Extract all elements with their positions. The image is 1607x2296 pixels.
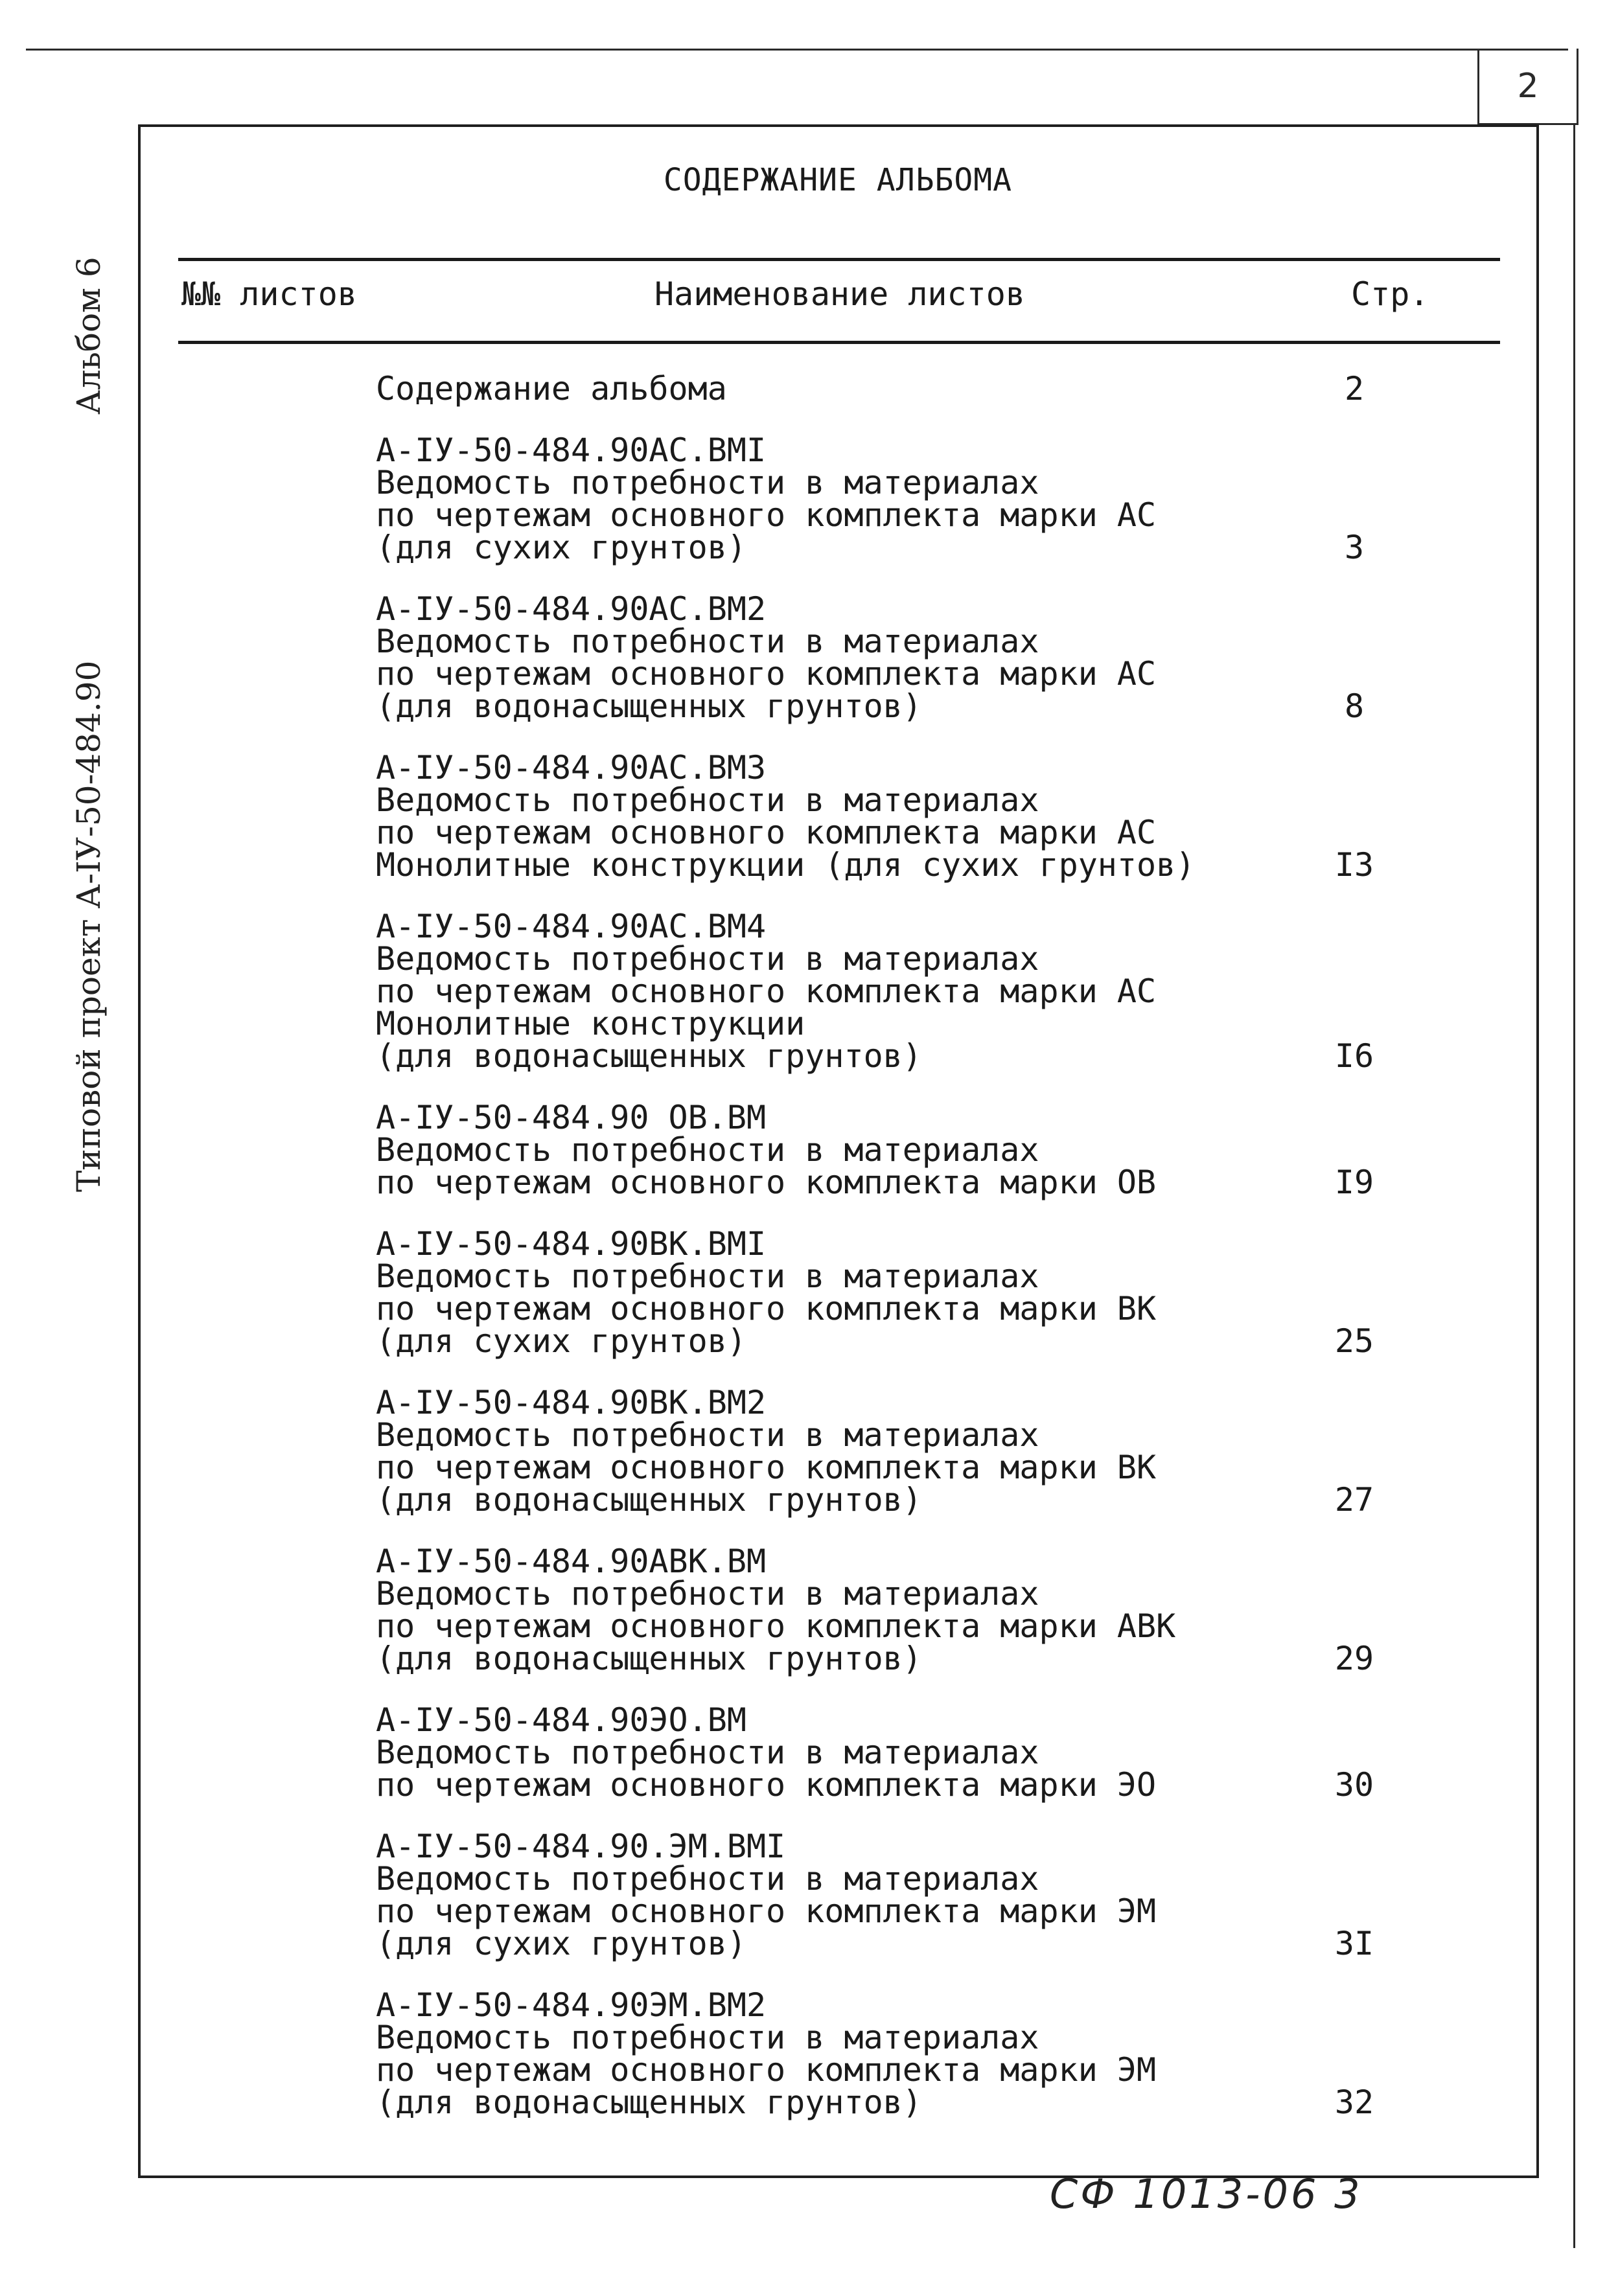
entry-gap	[376, 722, 1523, 752]
entry-page-number: I3	[1334, 846, 1374, 884]
contents-entry	[376, 1384, 1523, 1519]
entry-gap	[376, 564, 1523, 593]
entry-line: Ведомость потребности в материалах	[376, 1131, 1039, 1169]
entry-line: Монолитные конструкции (для сухих грунтов)	[376, 846, 1196, 884]
entry-line: Ведомость потребности в материалах	[376, 1575, 1039, 1613]
contents-entry	[376, 370, 1523, 408]
entry-line: (для водонасыщенных грунтов)	[376, 687, 922, 725]
entry-page-number: 29	[1334, 1640, 1374, 1677]
entry-line: (для сухих грунтов)	[376, 1925, 746, 1962]
page-title: СОДЕРЖАНИЕ АЛЬБОМА	[663, 162, 1013, 198]
entry-page-number: I6	[1334, 1037, 1374, 1075]
page-number-box	[1477, 49, 1578, 125]
entry-line: (для сухих грунтов)	[376, 529, 746, 566]
contents-entry	[376, 749, 1523, 884]
entry-line: по чертежам основного комплекта марки ВК	[376, 1290, 1157, 1327]
entry-line: Ведомость потребности в материалах	[376, 781, 1039, 819]
entry-line: (для водонасыщенных грунтов)	[376, 2084, 922, 2121]
entry-sheet-code: А-IУ-50-484.90АС.ВМ2	[376, 590, 767, 628]
entry-page-number: 27	[1334, 1481, 1374, 1519]
entry-page-number: 30	[1334, 1766, 1374, 1804]
entry-line: (для водонасыщенных грунтов)	[376, 1640, 922, 1677]
entry-line: (для сухих грунтов)	[376, 1322, 746, 1360]
contents-list	[376, 370, 1523, 2121]
contents-entry	[376, 1830, 1523, 1960]
entry-line: по чертежам основного комплекта марки АВК	[376, 1607, 1176, 1645]
entry-line: Ведомость потребности в материалах	[376, 1416, 1039, 1454]
entry-gap	[376, 1960, 1523, 1989]
entry-gap	[376, 1675, 1523, 1704]
header-col-page: Стр.	[1351, 275, 1429, 313]
entry-line: Содержание альбома	[376, 370, 727, 408]
side-label-album: Альбом 6	[70, 257, 108, 415]
entry-sheet-code: А-IУ-50-484.90АС.ВМI	[376, 431, 767, 469]
contents-entry	[376, 1225, 1523, 1360]
page-number: 2	[1517, 66, 1539, 106]
entry-line: Ведомость потребности в материалах	[376, 1257, 1039, 1295]
entry-line: (для водонасыщенных грунтов)	[376, 1037, 922, 1075]
entry-page-number: 25	[1334, 1322, 1374, 1360]
entry-sheet-code: А-IУ-50-484.90АС.ВМ4	[376, 908, 767, 945]
entry-page-number: 32	[1334, 2084, 1374, 2121]
header-col-sheets: №№ листов	[181, 275, 357, 313]
entry-page-number: I9	[1334, 1164, 1374, 1201]
header-top-rule	[178, 258, 1500, 261]
entry-line: по чертежам основного комплекта марки АС	[376, 655, 1157, 693]
entry-line: по чертежам основного комплекта марки ОВ	[376, 1164, 1157, 1201]
entry-line: Ведомость потребности в материалах	[376, 2019, 1039, 2056]
entry-line: (для водонасыщенных грунтов)	[376, 1481, 922, 1519]
entry-line: по чертежам основного комплекта марки ЭМ	[376, 1892, 1157, 1930]
entry-gap	[376, 1199, 1523, 1228]
contents-entry	[376, 1545, 1523, 1675]
entry-gap	[376, 1516, 1523, 1545]
entry-gap	[376, 1357, 1523, 1386]
entry-sheet-code: А-IУ-50-484.90ВК.ВМ2	[376, 1384, 767, 1421]
entry-sheet-code: А-IУ-50-484.90ЭМ.ВМ2	[376, 1986, 767, 2024]
top-border-line	[26, 49, 1568, 51]
entry-line: по чертежам основного комплекта марки АС	[376, 972, 1157, 1010]
header-col-name: Наименование листов	[654, 275, 1025, 313]
entry-line: по чертежам основного комплекта марки АС	[376, 496, 1157, 534]
entry-line: по чертежам основного комплекта марки ЭО	[376, 1766, 1157, 1804]
entry-sheet-code: А-IУ-50-484.90.ЭМ.ВМI	[376, 1828, 786, 1865]
entry-gap	[376, 1072, 1523, 1101]
entry-line: Ведомость потребности в материалах	[376, 623, 1039, 660]
entry-sheet-code: А-IУ-50-484.90АВК.ВМ	[376, 1543, 767, 1580]
entry-gap	[376, 1801, 1523, 1830]
entry-line: Монолитные конструкции	[376, 1005, 805, 1042]
entry-page-number: 3I	[1334, 1925, 1374, 1962]
entry-sheet-code: А-IУ-50-484.90ЭО.ВМ	[376, 1701, 746, 1739]
contents-entry	[376, 1101, 1523, 1199]
right-edge-line	[1573, 123, 1575, 2248]
entry-page-number: 3	[1344, 529, 1365, 566]
entry-line: по чертежам основного комплекта марки ВК	[376, 1449, 1157, 1486]
entry-line: по чертежам основного комплекта марки ЭМ	[376, 2051, 1157, 2089]
entry-gap	[376, 881, 1523, 910]
contents-entry	[376, 908, 1523, 1075]
entry-sheet-code: А-IУ-50-484.90ВК.ВМI	[376, 1225, 767, 1263]
contents-entry	[376, 1986, 1523, 2121]
header-bottom-rule	[178, 341, 1500, 344]
entry-line: Ведомость потребности в материалах	[376, 940, 1039, 978]
entry-line: Ведомость потребности в материалах	[376, 1734, 1039, 1771]
document-stamp: СФ 1013-06 3	[1050, 2170, 1363, 2218]
entry-line: по чертежам основного комплекта марки АС	[376, 814, 1157, 851]
entry-page-number: 8	[1344, 687, 1365, 725]
entry-page-number: 2	[1344, 370, 1365, 408]
entry-gap	[376, 405, 1523, 434]
side-label-project: Типовой проект А-IУ-50-484.90	[70, 660, 108, 1192]
contents-entry	[376, 431, 1523, 566]
entry-sheet-code: А-IУ-50-484.90АС.ВМ3	[376, 749, 767, 786]
entry-line: Ведомость потребности в материалах	[376, 464, 1039, 501]
contents-entry	[376, 1701, 1523, 1804]
entry-line: Ведомость потребности в материалах	[376, 1860, 1039, 1898]
entry-sheet-code: А-IУ-50-484.90 ОВ.ВМ	[376, 1099, 767, 1136]
contents-entry	[376, 590, 1523, 725]
